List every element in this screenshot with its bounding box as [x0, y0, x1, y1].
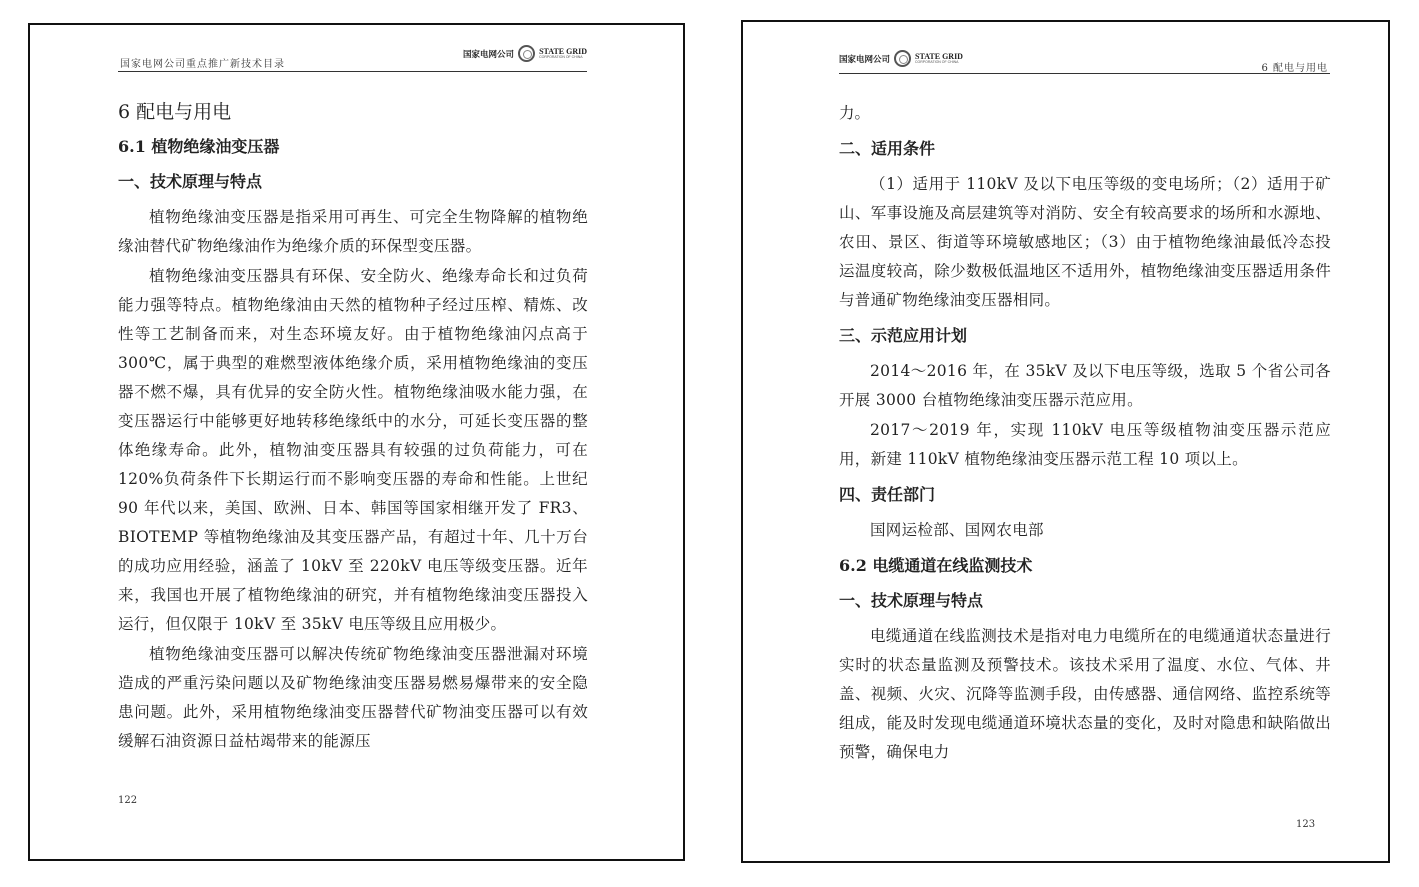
header-rule [118, 71, 587, 72]
running-header [30, 25, 683, 73]
continued-text: 力。 [839, 104, 871, 122]
logo-ring-icon [518, 45, 535, 62]
section-title: 6.1 植物绝缘油变压器 [118, 137, 280, 156]
logo-ring-icon [894, 50, 911, 67]
document-page-left [28, 23, 685, 861]
logo-en-subtext: CORPORATION OF CHINA [915, 59, 959, 64]
chapter-title: 6 配电与用电 [118, 101, 232, 123]
logo-en-text: STATE GRID [915, 51, 963, 61]
section-heading: 三、示范应用计划 [839, 326, 968, 345]
state-grid-logo [463, 45, 587, 62]
paragraph: 植物绝缘油变压器具有环保、安全防火、绝缘寿命长和过负荷能力强等特点。植物绝缘油由天然的植物种子经过压榨、精炼、改性等工艺制备而来，对生态环境友好。由于植物绝缘油闪点高于 300℃，属于典型的难燃型液体绝缘介质，采用植物绝缘油的变压器不燃不爆，具有优异的安全防火性。植物绝缘油吸水能力强，在变压器运行中能够更好地转移绝缘纸中的水分，可延长变压器的整体绝缘寿命。此外，植物油变压器具有较强的过负荷能力，可在 120%负荷条件下长期运行而不影响变压器的寿命和性能。上世纪 90 年代以来，美国、欧洲、日本、韩国等国家相继开发了 FR3、BIOTEMP 等植物绝缘油及其变压器产品，有超过十年、几十万台的成功应用经验，涵盖了 10kV 至 220kV 电压等级变压器。近年来，我国也开展了植物绝缘油的研究，并有植物绝缘油变压器投入运行，但仅限于 10kV 至 35kV 电压等级且应用极少。 [118, 267, 588, 633]
running-head-section: 6 配电与用电 [1261, 63, 1328, 74]
page-number: 123 [1296, 819, 1316, 830]
page-number: 122 [118, 795, 138, 806]
header-rule [839, 73, 1330, 74]
paragraph: 国网运检部、国网农电部 [870, 521, 1044, 539]
logo-en-subtext: CORPORATION OF CHINA [539, 54, 583, 59]
running-header [743, 22, 1388, 74]
running-head-title: 国家电网公司重点推广新技术目录 [120, 59, 285, 70]
logo-en-block [539, 48, 587, 60]
paragraph: 2017～2019 年，实现 110kV 电压等级植物油变压器示范应用，新建 110kV 植物绝缘油变压器示范工程 10 项以上。 [839, 421, 1331, 468]
paragraph: 2014～2016 年，在 35kV 及以下电压等级，选取 5 个省公司各开展 3000 台植物绝缘油变压器示范应用。 [839, 362, 1331, 409]
page-body [118, 97, 588, 757]
document-page-right [741, 20, 1390, 863]
section-title: 6.2 电缆通道在线监测技术 [839, 556, 1033, 575]
page-body [839, 99, 1331, 768]
subsection-title: 一、技术原理与特点 [839, 591, 984, 610]
logo-en-block [915, 53, 963, 65]
logo-en-text: STATE GRID [539, 46, 587, 56]
paragraph: 植物绝缘油变压器可以解决传统矿物绝缘油变压器泄漏对环境造成的严重污染问题以及矿物绝缘油变压器易燃易爆带来的安全隐患问题。此外，采用植物绝缘油变压器替代矿物油变压器可以有效缓解石油资源日益枯竭带来的能源压 [118, 645, 588, 750]
subsection-title: 一、技术原理与特点 [118, 172, 263, 191]
section-heading: 二、适用条件 [839, 139, 936, 158]
section-heading: 四、责任部门 [839, 485, 936, 504]
logo-cn-text: 国家电网公司 [463, 49, 515, 60]
state-grid-logo [839, 50, 963, 67]
logo-cn-text: 国家电网公司 [839, 54, 891, 65]
paragraph: 电缆通道在线监测技术是指对电力电缆所在的电缆通道状态量进行实时的状态量监测及预警技术。该技术采用了温度、水位、气体、井盖、视频、火灾、沉降等监测手段，由传感器、通信网络、监控系统等组成，能及时发现电缆通道环境状态量的变化，及时对隐患和缺陷做出预警，确保电力 [839, 627, 1331, 761]
paragraph: 植物绝缘油变压器是指采用可再生、可完全生物降解的植物绝缘油替代矿物绝缘油作为绝缘介质的环保型变压器。 [118, 208, 588, 255]
paragraph: （1）适用于 110kV 及以下电压等级的变电场所；（2）适用于矿山、军事设施及高层建筑等对消防、安全有较高要求的场所和水源地、农田、景区、街道等环境敏感地区；（3）由于植物绝缘油最低冷态投运温度较高，除少数极低温地区不适用外，植物绝缘油变压器适用条件与普通矿物绝缘油变压器相同。 [839, 175, 1331, 309]
